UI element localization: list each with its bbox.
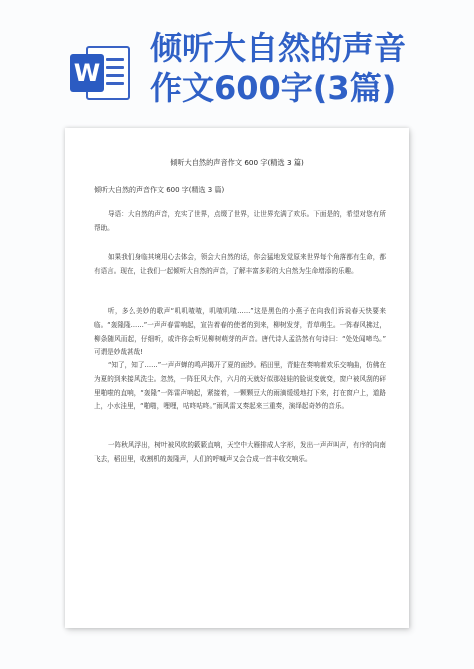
word-logo-letter: W <box>70 54 104 92</box>
paragraph-summer: “知了，知了……”一声声蝉的鸣声揭开了夏的面纱。稻田里，青蛙在奏响着欢乐交响曲，仿佛在为夏的到来接风洗尘。忽然，一阵狂风大作，六月的天就好似那娃娃的脸说变就变，窗户被风刮的砰里啪啦的直响，“轰隆”一阵雷声响起，紧接着，一颗颗豆大的雨滴缓缓地打下来，打在窗户上，道路上，小水洼里，“啪啪，哩哩，咕咚咕咚。”雨风雷又奏起来三重奏，演绎起奇妙的音乐。 <box>94 361 386 411</box>
banner <box>0 0 474 120</box>
paragraph-autumn: 一阵秋风浮出，树叶被风吹的簌簌直响，天空中大雁排成人字形，发出一声声叫声，有序的向南飞去，稻田里，收割机的轰隆声，人们的呼喊声又会合成一首丰收交响乐。 <box>94 441 386 463</box>
document-page <box>65 128 409 628</box>
document-title: 倾听大自然的声音作文 600 字(精选 3 篇) <box>170 158 304 167</box>
paragraph-intro: 导语：大自然的声音，充实了世界，点缀了世界，让世界充满了欢乐。下面是的，希望对您有所帮助。 <box>94 210 386 232</box>
banner-title-line2: 作文600字(3篇) <box>150 69 397 107</box>
paragraph-2: 如果我们身临其境用心去体会，领会大自然的话，你会猛地发觉原来世界每个角落都有生命，都有语言。现在，让我们一起倾听大自然的声音，了解丰富多彩的大自然为生命增添的乐趣。 <box>94 253 386 275</box>
paragraph-spring: 听，多么美妙的歌声“叽叽喳喳，叽喳叽喳……”这是黑色的小燕子在向我们诉说春天快要来临。“轰隆隆……”一声声春雷响起，宣告着春的使者的到来，柳树发芽，青草萌生。一阵春风拂过，柳条随风而起，仔细听，或许你会听见柳树萌芽的声音。唐代诗人孟浩然有句诗曰：“处处闻啼鸟。” 可谓是妙哉甚哉! <box>94 307 386 357</box>
document-subtitle: 倾听大自然的声音作文 600 字(精选 3 篇) <box>94 186 225 194</box>
word-document-icon <box>70 44 132 102</box>
banner-title-line1: 倾听大自然的声音 <box>150 29 407 67</box>
